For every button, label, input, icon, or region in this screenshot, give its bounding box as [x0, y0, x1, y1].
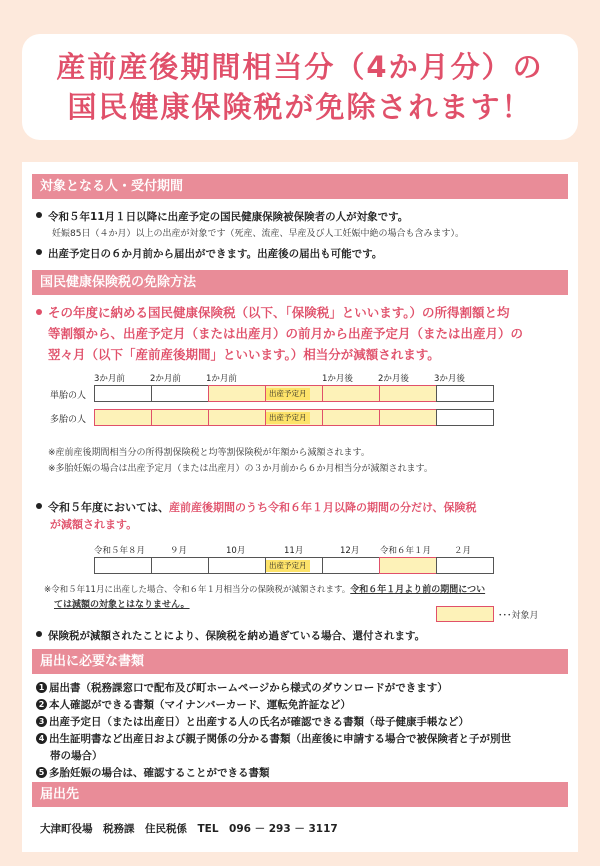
tl1-month-3: 1か月前: [206, 374, 237, 384]
document-item-1: [36, 680, 448, 695]
document-text-4: 出生証明書など出産日および親子関係の分かる書類（出産後に申請する場合で被保険者と子が別世: [49, 733, 511, 745]
due-month-mark: 出産予定月: [266, 560, 310, 572]
note-c-text: ※令和５年11月に出産した場合、令和６年１月相当分の保険税が減額されます。: [44, 585, 351, 595]
month-cell: [436, 409, 494, 426]
due-month-mark: 出産予定月: [266, 412, 310, 424]
month-cell-target: [94, 409, 152, 426]
tl1-month-7: 3か月後: [434, 374, 465, 384]
method-line-2: 等割額から、出産予定月（または出産月）の前月から出産予定月（または出産月）の: [48, 326, 524, 341]
tl1-month-2: 2か月前: [150, 374, 181, 384]
note-b: ※多胎妊娠の場合は出産予定月（または出産月）の３か月前から６か月相当分が減額されます。: [48, 464, 433, 474]
eligibility-note: 妊娠85日（４か月）以上の出産が対象です（死産、流産、早産及び人工妊娠中絶の場合も含みます）。: [52, 229, 464, 239]
method-text-1: その年度に納める国民健康保険税（以下、「保険税」といいます。）の所得割額と均: [48, 305, 510, 320]
row-label-single: 単胎の人: [50, 391, 87, 401]
legend-label: ･･･対象月: [498, 611, 539, 621]
tl2-month-5: 12月: [340, 546, 360, 556]
tl2-month-7: ２月: [454, 546, 472, 556]
tl1-month-1: 3か月前: [94, 374, 125, 384]
section-header-eligibility: 対象となる人・受付期間: [32, 174, 568, 199]
document-item-5: [36, 765, 270, 780]
title-box: [22, 34, 578, 140]
month-cell-target: [151, 409, 209, 426]
month-cell: [94, 557, 152, 574]
number-4-icon: 4: [36, 733, 47, 744]
number-5-icon: 5: [36, 767, 47, 778]
bullet-dot-icon: [36, 631, 42, 637]
month-cell: [94, 385, 152, 402]
tl2-month-4: 11月: [284, 546, 304, 556]
content-panel: [22, 162, 578, 852]
bullet-dot-icon: [36, 212, 42, 218]
r6-prefix: 令和５年度においては、: [48, 501, 169, 514]
document-text-3: 出産予定日（または出産日）と出産する人の氏名が確認できる書類（母子健康手帳など）: [49, 716, 469, 728]
r6-line-2: が減額されます。: [50, 518, 138, 531]
note-a: ※産前産後期間相当分の所得割保険税と均等割保険税が年額から減額されます。: [48, 448, 370, 458]
title-line-2: 国民健康保険税が免除されます！: [67, 90, 533, 124]
document-text-5: 多胎妊娠の場合は、確認することができる書類: [49, 767, 270, 779]
month-cell-target: [379, 409, 437, 426]
number-1-icon: 1: [36, 682, 47, 693]
month-cell-target: [379, 385, 437, 402]
month-cell-target: [379, 557, 437, 574]
document-text-1: 届出書（税務課窓口で配布及び町ホームページから様式のダウンロードができます）: [49, 682, 448, 694]
eligibility-text-1: 令和５年11月１日以降に出産予定の国民健康保険被保険者の人が対象です。: [48, 211, 409, 223]
bullet-dot-icon: [36, 249, 42, 255]
method-line-1: [36, 302, 510, 323]
eligibility-bullet-1: [36, 209, 408, 224]
tl2-month-3: 10月: [226, 546, 246, 556]
month-cell-target: [322, 385, 380, 402]
tl2-month-1: 令和５年８月: [94, 546, 146, 556]
contact-info: 大津町役場 税務課 住民税係 TEL 096 － 293 － 3117: [40, 823, 338, 835]
month-cell-target: [322, 409, 380, 426]
month-cell: [322, 557, 380, 574]
row-label-multi: 多胎の人: [50, 415, 87, 425]
section-header-method: 国民健康保険税の免除方法: [32, 270, 568, 295]
tl1-month-6: 2か月後: [378, 374, 409, 384]
month-cell: [436, 385, 494, 402]
title-line-1: 産前産後期間相当分（4か月分）の: [56, 50, 544, 84]
r6-line-1: [36, 499, 477, 515]
eligibility-text-2: 出産予定日の６か月前から届出ができます。出産後の届出も可能です。: [48, 248, 383, 260]
eligibility-bullet-2: [36, 246, 382, 261]
month-cell: [208, 557, 266, 574]
number-3-icon: 3: [36, 716, 47, 727]
document-text-2: 本人確認ができる書類（マイナンバーカード、運転免許証など）: [49, 699, 351, 711]
due-month-mark: 出産予定月: [266, 388, 310, 400]
month-cell: [436, 557, 494, 574]
month-cell-target: [208, 385, 266, 402]
bullet-dot-icon: [36, 503, 42, 509]
document-item-4-cont: 帯の場合）: [50, 750, 103, 762]
legend-swatch: [436, 606, 494, 622]
note-c-line-2: ては減額の対象とはなりません。: [54, 600, 190, 610]
tl2-month-6: 令和６年１月: [380, 546, 432, 556]
month-cell-target: [208, 409, 266, 426]
number-2-icon: 2: [36, 699, 47, 710]
section-header-contact: 届出先: [32, 782, 568, 807]
r6-text-1: 産前産後期間のうち令和６年１月以降の期間の分だけ、保険税: [169, 501, 477, 514]
tl1-month-5: 1か月後: [322, 374, 353, 384]
document-item-4: [36, 731, 511, 746]
month-cell: [151, 557, 209, 574]
refund-line: [36, 628, 425, 643]
document-item-2: [36, 697, 351, 712]
note-c-bold-1: 令和６年１月より前の期間につい: [350, 585, 486, 595]
document-item-3: [36, 714, 469, 729]
bullet-dot-icon: [36, 309, 42, 315]
method-line-3: 翌々月（以下「産前産後期間」といいます。）相当分が減額されます。: [48, 347, 440, 362]
note-c-line-1: [44, 582, 485, 595]
section-header-documents: 届出に必要な書類: [32, 649, 568, 674]
refund-text: 保険税が減額されたことにより、保険税を納め過ぎている場合、還付されます。: [48, 630, 426, 642]
month-cell: [151, 385, 209, 402]
tl2-month-2: ９月: [170, 546, 188, 556]
